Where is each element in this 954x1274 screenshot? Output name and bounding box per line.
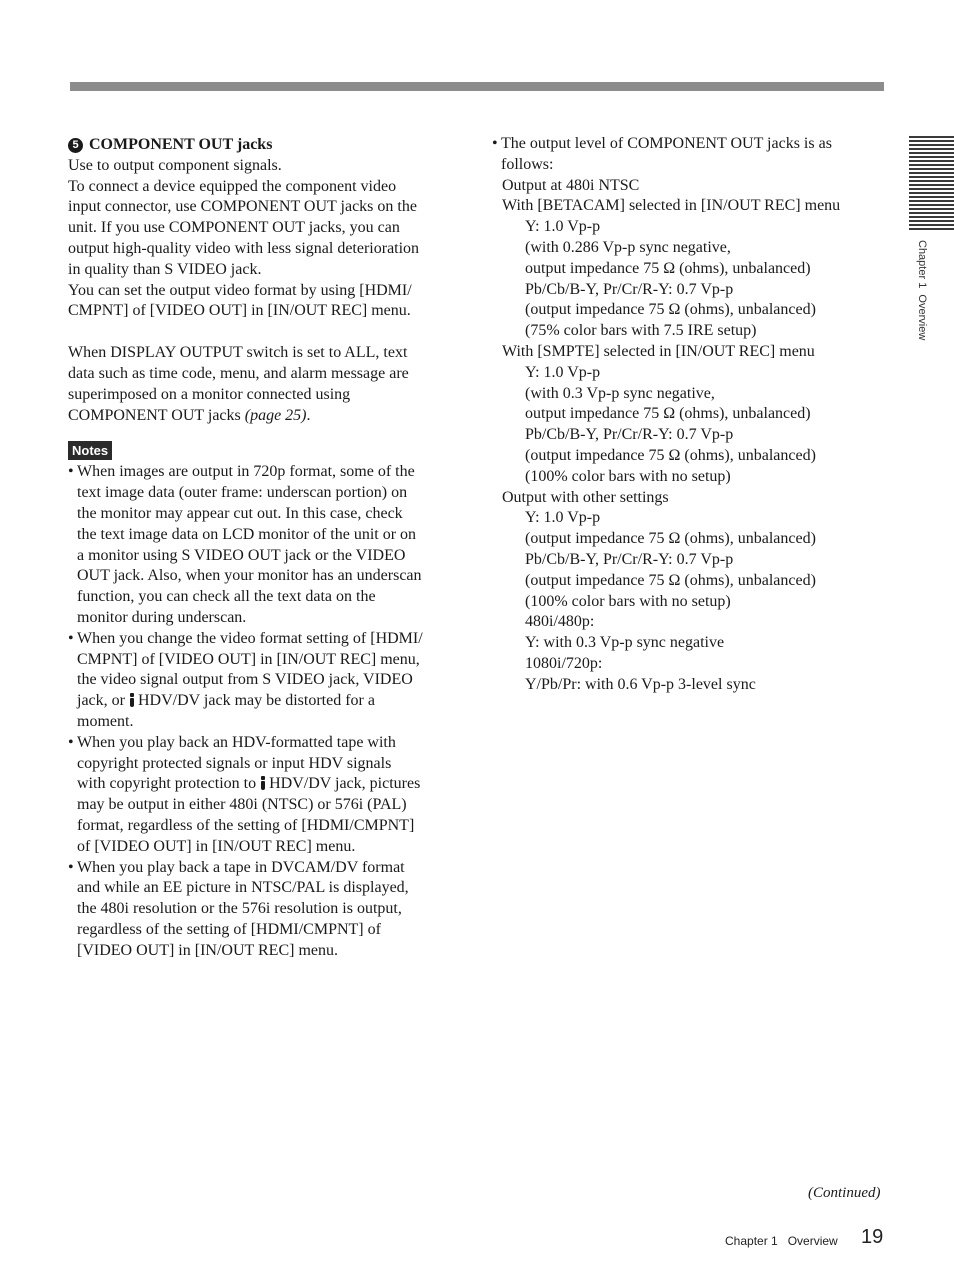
text-line: of [VIDEO OUT] in [IN/OUT REC] menu. <box>77 837 356 855</box>
spec-line: Y: 1.0 Vp-p <box>525 509 601 527</box>
text-line: format, regardless of the setting of [HDMI/CMPNT] <box>77 816 415 834</box>
spec-line: With [SMPTE] selected in [IN/OUT REC] menu <box>502 342 815 360</box>
text-line: When you play back a tape in DVCAM/DV format <box>77 858 405 876</box>
ilink-icon <box>260 776 266 790</box>
text-line: copyright protected signals or input HDV signals <box>77 754 392 772</box>
page-reference-link[interactable]: (page 25) <box>244 406 307 424</box>
text-line: When you change the video format setting of [HDMI/ <box>77 629 423 647</box>
spec-line: (75% color bars with 7.5 IRE setup) <box>525 322 757 340</box>
text-line: When images are output in 720p format, some of the <box>77 463 415 481</box>
right-column <box>492 134 892 696</box>
spec-line: Pb/Cb/B-Y, Pr/Cr/R-Y: 0.7 Vp-p <box>525 426 734 444</box>
text-line: follows: <box>501 155 554 173</box>
text-line: input connector, use COMPONENT OUT jacks on the <box>68 198 417 216</box>
text-line: CMPNT] of [VIDEO OUT] in [IN/OUT REC] menu. <box>68 302 411 320</box>
continued-note: (Continued) <box>808 1185 881 1201</box>
text-line: regardless of the setting of [HDMI/CMPNT] of <box>77 920 381 938</box>
spec-line: (100% color bars with no setup) <box>525 592 731 610</box>
section-heading <box>68 135 468 156</box>
text-line: function, you can check all the text data on the <box>77 588 376 606</box>
para2-last-line: COMPONENT OUT jacks <box>68 406 245 424</box>
text-line: Use to output component signals. <box>68 156 282 174</box>
spec-line: (with 0.3 Vp-p sync negative, <box>525 384 715 402</box>
text-line: output high-quality video with less signal deterioration <box>68 239 420 257</box>
text-line: When you play back an HDV-formatted tape with <box>77 733 396 751</box>
display-output-paragraph: When DISPLAY OUTPUT switch is set to ALL, text data such as time code, menu, and alarm message are superimposed on a monitor connected using COMPONENT OUT jacks (page 25). <box>68 343 468 426</box>
header-rule <box>70 82 884 91</box>
text-line: The output level of COMPONENT OUT jacks is as <box>501 135 832 152</box>
output-level-bullet: • The output level of COMPONENT OUT jacks is as follows: <box>492 134 892 176</box>
chapter-thumb-index <box>909 136 954 230</box>
text-line: the video signal output from S VIDEO jack, VIDEO <box>77 671 413 689</box>
text-line: in quality than S VIDEO jack. <box>68 260 262 278</box>
spec-line: 1080i/720p: <box>525 654 603 672</box>
page-number: 19 <box>861 1226 884 1248</box>
spec-line: Output with other settings <box>502 488 669 506</box>
spec-line: (with 0.286 Vp-p sync negative, <box>525 238 731 256</box>
text-line: the 480i resolution or the 576i resolution is output, <box>77 900 402 918</box>
spec-line: Output at 480i NTSC <box>502 176 640 194</box>
text-line: [VIDEO OUT] in [IN/OUT REC] menu. <box>77 941 338 959</box>
spec-line: Y: 1.0 Vp-p <box>525 363 601 381</box>
note-item-hdv-playback: • When you play back an HDV-formatted tape with copyright protected signals or input HDV signals with copyright protection to HDV/DV jack, pictures may be output in either 480i (NTSC) or 576i (PAL) format, regardless of the setting of [HDMI/CMPNT] of [VIDEO OUT] in [IN/OUT REC] menu. <box>68 733 468 858</box>
ilink-icon <box>129 693 135 707</box>
intro-paragraph <box>68 156 468 322</box>
text-line: and while an EE picture in NTSC/PAL is displayed, <box>77 879 409 897</box>
text-line: a monitor using S VIDEO OUT jack or the VIDEO <box>77 546 406 564</box>
footer-chapter: Chapter 1 Overview <box>725 1234 838 1248</box>
text-line: When DISPLAY OUTPUT switch is set to ALL, text <box>68 344 408 362</box>
text-line: text image data (outer frame: underscan portion) on <box>77 484 408 502</box>
note-item-video-format: • When you change the video format setting of [HDMI/ CMPNT] of [VIDEO OUT] in [IN/OUT REC] menu, the video signal output from S VIDEO jack, VIDEO jack, or HDV/DV jack may be distorted for a moment. <box>68 629 468 733</box>
spec-line: (output impedance 75 Ω (ohms), unbalanced) <box>525 446 816 464</box>
spec-line: 480i/480p: <box>525 613 595 631</box>
left-column <box>68 135 468 961</box>
text-line: unit. If you use COMPONENT OUT jacks, you can <box>68 219 400 237</box>
spec-line: (100% color bars with no setup) <box>525 467 731 485</box>
section-number-badge: 5 <box>68 138 83 153</box>
spec-line: Pb/Cb/B-Y, Pr/Cr/R-Y: 0.7 Vp-p <box>525 550 734 568</box>
spec-line: (output impedance 75 Ω (ohms), unbalanced) <box>525 530 816 548</box>
text-line: monitor during underscan. <box>77 608 247 626</box>
side-chapter-tab <box>914 240 928 380</box>
spec-line: With [BETACAM] selected in [IN/OUT REC] menu <box>502 197 841 215</box>
text-line: superimposed on a monitor connected using <box>68 385 351 403</box>
note-item-720p: • When images are output in 720p format, some of the text image data (outer frame: underscan portion) on the monitor may appear cut out. In this case, check the text image data on LCD monitor of the unit or on a monitor using S VIDEO OUT jack or the VIDEO OUT jack. Also, when your monitor has an underscan function, you can check all the text data on the monitor during underscan. <box>68 462 468 628</box>
text-line: data such as time code, menu, and alarm message are <box>68 364 409 382</box>
text-line: OUT jack. Also, when your monitor has an underscan <box>77 567 422 585</box>
text-line: CMPNT] of [VIDEO OUT] in [IN/OUT REC] menu, <box>77 650 420 668</box>
spec-line: Y: with 0.3 Vp-p sync negative <box>525 634 725 652</box>
spec-line: Y: 1.0 Vp-p <box>525 218 601 236</box>
side-chapter-label: Chapter 1 Overview <box>916 240 928 341</box>
spec-line: output impedance 75 Ω (ohms), unbalanced) <box>525 259 811 277</box>
section-heading-text: COMPONENT OUT jacks <box>89 136 273 153</box>
spec-line: Pb/Cb/B-Y, Pr/Cr/R-Y: 0.7 Vp-p <box>525 280 734 298</box>
output-level-list <box>492 176 892 696</box>
note-item-dvcam-playback: • When you play back a tape in DVCAM/DV format and while an EE picture in NTSC/PAL is displayed, the 480i resolution or the 576i resolution is output, regardless of the setting of [HDMI/CMPNT] of [VIDEO OUT] in [IN/OUT REC] menu. <box>68 858 468 962</box>
text-line: may be output in either 480i (NTSC) or 576i (PAL) <box>77 796 407 814</box>
text-line: the monitor may appear cut out. In this case, check <box>77 504 403 522</box>
spec-line: (output impedance 75 Ω (ohms), unbalanced) <box>525 571 816 589</box>
text-line: You can set the output video format by using [HDMI/ <box>68 281 412 299</box>
notes-label: Notes <box>68 441 112 460</box>
text-line: To connect a device equipped the component video <box>68 177 397 195</box>
text-line: the text image data on LCD monitor of the unit or on <box>77 525 417 543</box>
spec-line: output impedance 75 Ω (ohms), unbalanced) <box>525 405 811 423</box>
spec-line: (output impedance 75 Ω (ohms), unbalanced) <box>525 301 816 319</box>
spec-line: Y/Pb/Pr: with 0.6 Vp-p 3-level sync <box>525 675 756 693</box>
